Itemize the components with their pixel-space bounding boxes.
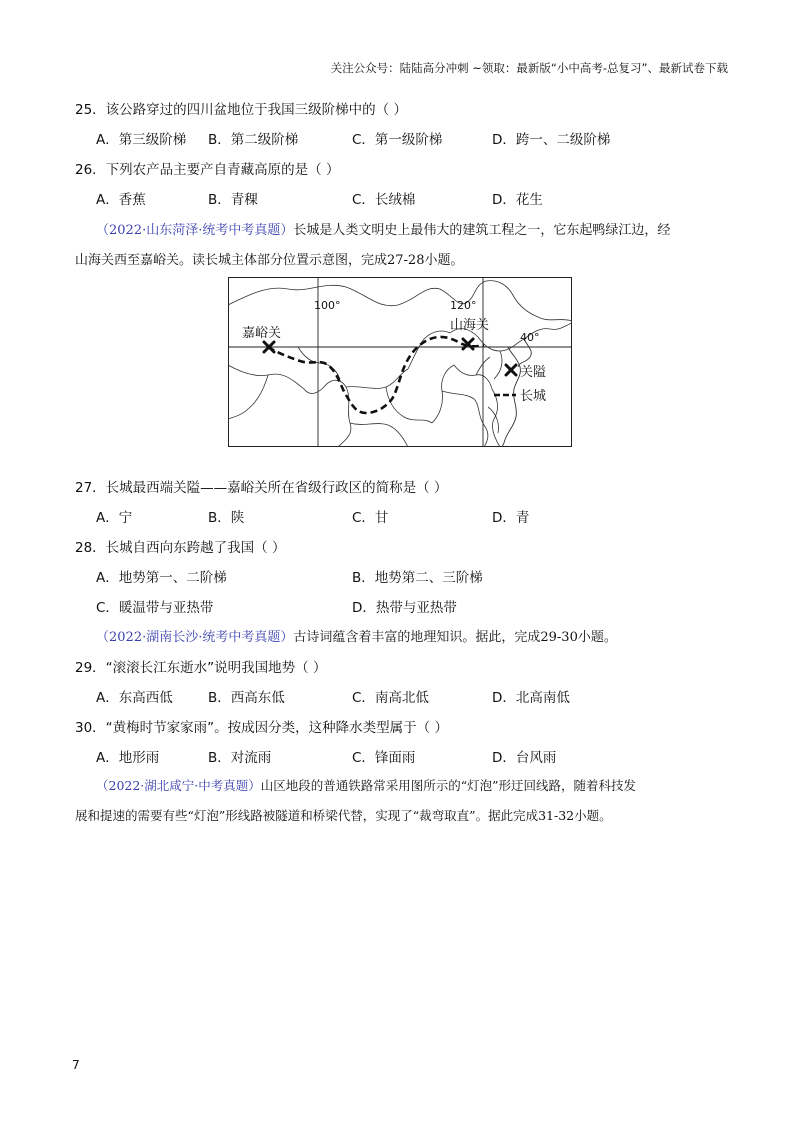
label-lat-40: 40° [520,331,540,344]
question-27-option-b: B．陕 [208,510,245,526]
question-29-option-c: C．南高北低 [352,690,429,706]
page-header: 关注公众号：陆陆高分冲刺 ~领取：最新版“小中高考-总复习”、最新试卷下载 [330,61,728,75]
intro-31-32 [96,776,636,794]
map-frame [229,278,572,447]
intro-31-32-line2: 展和提速的需要有些“灯泡”形线路被隧道和桥梁代替，实现了“裁弯取直”。据此完成31-32小题。 [75,808,612,823]
intro-27-28-source: （2022·山东菏泽·统考中考真题） [96,223,294,238]
question-25-option-c: C．第一级阶梯 [352,132,443,148]
question-27-option-c: C．甘 [352,510,389,526]
question-28-option-c: C．暖温带与亚热带 [96,600,214,616]
question-26-option-a: A．香蕉 [96,192,146,208]
label-lon-100: 100° [314,299,341,312]
intro-27-28-line2: 山海关西至嘉峪关。读长城主体部分位置示意图，完成27-28小题。 [75,253,464,268]
page-number: 7 [72,1058,80,1072]
label-lon-120: 120° [450,299,477,312]
intro-29-30 [96,626,617,645]
question-29-stem: 29．“滚滚长江东逝水”说明我国地势（ ） [75,660,327,676]
legend-wall-label: 长城 [520,389,547,404]
question-27-option-a: A．宁 [96,510,133,526]
question-29-option-d: D．北高南低 [492,690,570,706]
question-27-stem: 27．长城最西端关隘——嘉峪关所在省级行政区的简称是（ ） [75,480,448,496]
question-26-option-c: C．长绒棉 [352,192,416,208]
question-28-stem: 28．长城自西向东跨越了我国（ ） [75,540,286,556]
question-30-option-a: A．地形雨 [96,750,160,766]
question-29-option-a: A．东高西低 [96,690,173,706]
question-29-option-b: B．西高东低 [208,690,285,706]
intro-29-30-text: 古诗词蕴含着丰富的地理知识。据此，完成29-30小题。 [293,630,617,645]
question-28-option-d: D．热带与亚热带 [352,600,457,616]
question-26-option-d: D．花生 [492,192,543,208]
intro-31-32-source: （2022·湖北咸宁·中考真题） [96,778,261,793]
question-25-option-d: D．跨一、二级阶梯 [492,132,611,148]
question-28-option-a: A．地势第一、二阶梯 [96,570,227,586]
label-shanhaiguan: 山海关 [450,318,490,333]
question-30-option-c: C．锋面雨 [352,750,416,766]
question-27-option-d: D．青 [492,510,530,526]
question-30-option-d: D．台风雨 [492,750,557,766]
intro-29-30-source: （2022·湖南长沙·统考中考真题） [96,630,294,645]
great-wall-location-map [228,277,572,447]
question-26-option-b: B．青稞 [208,192,258,208]
legend-pass-label: 关隘 [520,365,547,380]
question-30-option-b: B．对流雨 [208,750,272,766]
question-25-option-b: B．第二级阶梯 [208,132,299,148]
intro-27-28-text: 长城是人类文明史上最伟大的建筑工程之一，它东起鸭绿江边，经 [293,223,671,238]
question-30-stem: 30．“黄梅时节家家雨”。按成因分类，这种降水类型属于（ ） [75,720,448,736]
label-jiayuguan: 嘉峪关 [242,326,282,341]
question-26-stem: 26．下列农产品主要产自青藏高原的是（ ） [75,162,340,178]
question-28-option-b: B．地势第二、三阶梯 [352,570,483,586]
intro-27-28 [96,219,670,238]
question-25-option-a: A．第三级阶梯 [96,132,187,148]
question-25-stem: 25．该公路穿过的四川盆地位于我国三级阶梯中的（ ） [75,102,407,118]
intro-31-32-text: 山区地段的普通铁路常采用图所示的“灯泡”形迂回线路，随着科技发 [260,778,637,793]
